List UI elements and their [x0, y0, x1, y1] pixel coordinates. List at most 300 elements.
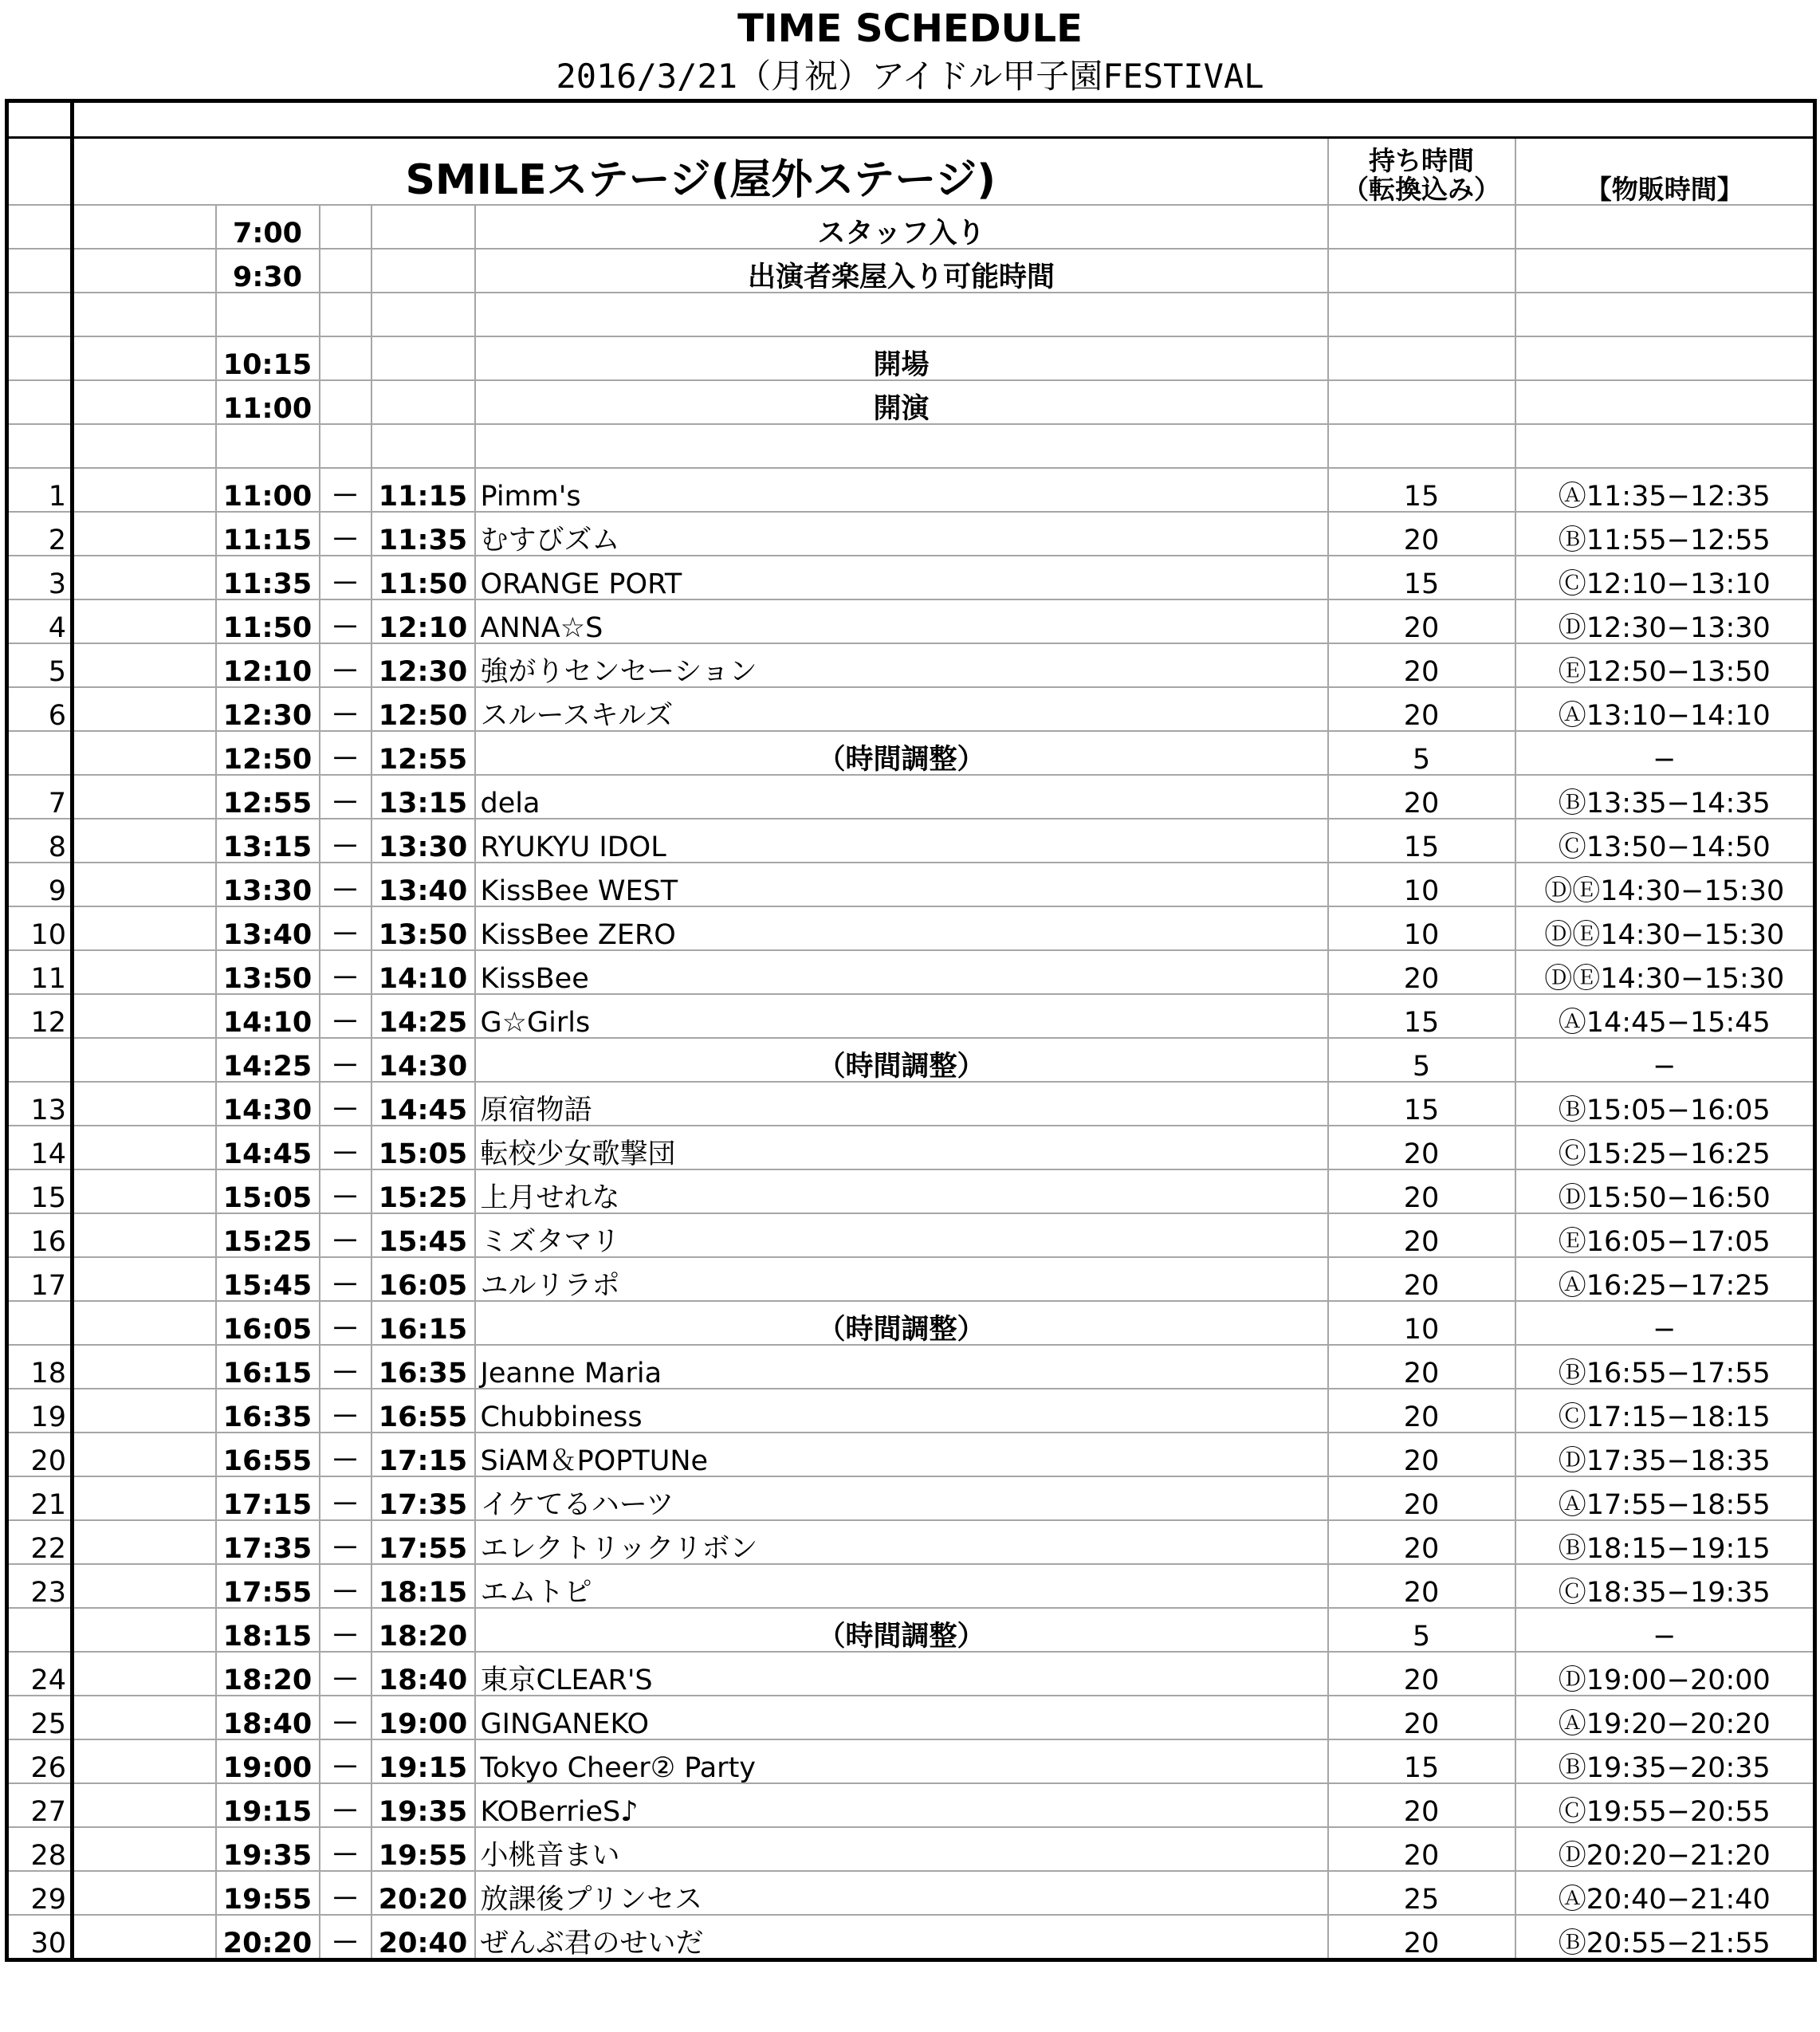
merch-time: Ⓓ19:00−20:00 — [1515, 1652, 1815, 1696]
row-number — [7, 1608, 73, 1652]
performer-name: Tokyo Cheer② Party — [475, 1739, 1328, 1783]
merch-time: Ⓑ13:35−14:35 — [1515, 775, 1815, 819]
performance-row — [7, 1827, 1815, 1871]
merch-time: Ⓓ17:35−18:35 — [1515, 1433, 1815, 1476]
end-time: 16:35 — [371, 1345, 475, 1389]
blank-cell — [1515, 249, 1815, 293]
pre-label: 開演 — [475, 380, 1328, 424]
stage-header-row — [7, 138, 1815, 206]
duration: 20 — [1328, 687, 1515, 731]
duration-header-line1: 持ち時間 — [1369, 145, 1474, 176]
time-adjust-label: （時間調整） — [475, 1301, 1328, 1345]
time-dash: － — [320, 775, 371, 819]
end-time: 14:45 — [371, 1082, 475, 1126]
duration: 20 — [1328, 1564, 1515, 1608]
merch-time: − — [1515, 731, 1815, 775]
performance-row — [7, 1082, 1815, 1126]
blank-cell — [320, 336, 371, 380]
end-time: 18:40 — [371, 1652, 475, 1696]
blank-cell — [73, 1739, 216, 1783]
end-time: 17:15 — [371, 1433, 475, 1476]
blank-cell — [371, 249, 475, 293]
performance-row — [7, 1564, 1815, 1608]
time-adjust-row — [7, 1038, 1815, 1082]
blank-cell — [320, 205, 371, 249]
performance-row — [7, 468, 1815, 512]
time-adjust-row — [7, 1301, 1815, 1345]
blank-cell — [73, 819, 216, 863]
blank-cell — [73, 293, 216, 336]
row-number: 13 — [7, 1082, 73, 1126]
merch-time: Ⓒ12:10−13:10 — [1515, 556, 1815, 599]
merch-header: 【物販時間】 — [1515, 138, 1815, 206]
start-time: 11:15 — [216, 512, 320, 556]
time-adjust-label: （時間調整） — [475, 1608, 1328, 1652]
start-time: 16:05 — [216, 1301, 320, 1345]
performer-name: ORANGE PORT — [475, 556, 1328, 599]
blank-cell — [73, 1301, 216, 1345]
start-time: 12:30 — [216, 687, 320, 731]
performer-name: イケてるハーツ — [475, 1476, 1328, 1520]
schedule-table — [5, 99, 1817, 1962]
performer-name: KissBee WEST — [475, 863, 1328, 906]
performance-row — [7, 1520, 1815, 1564]
pre-schedule-row — [7, 205, 1815, 249]
pre-time: 7:00 — [216, 205, 320, 249]
blank-cell — [73, 1871, 216, 1915]
time-dash: － — [320, 556, 371, 599]
merch-time: Ⓐ17:55−18:55 — [1515, 1476, 1815, 1520]
performance-row — [7, 1739, 1815, 1783]
row-number: 22 — [7, 1520, 73, 1564]
blank-cell — [320, 249, 371, 293]
end-time: 15:45 — [371, 1213, 475, 1257]
merch-time: − — [1515, 1608, 1815, 1652]
blank-cell — [73, 205, 216, 249]
pre-schedule-row — [7, 249, 1815, 293]
performer-name: Chubbiness — [475, 1389, 1328, 1433]
start-time: 18:40 — [216, 1696, 320, 1739]
row-number — [7, 731, 73, 775]
blank-cell — [320, 293, 371, 336]
row-number: 21 — [7, 1476, 73, 1520]
performer-name: ぜんぶ君のせいだ — [475, 1915, 1328, 1960]
time-dash: － — [320, 731, 371, 775]
start-time: 12:55 — [216, 775, 320, 819]
performer-name: エレクトリックリボン — [475, 1520, 1328, 1564]
row-number: 1 — [7, 468, 73, 512]
performance-row — [7, 775, 1815, 819]
pre-schedule-row — [7, 380, 1815, 424]
duration: 20 — [1328, 643, 1515, 687]
performance-row — [7, 556, 1815, 599]
merch-time: ⒹⒺ14:30−15:30 — [1515, 863, 1815, 906]
performance-row — [7, 512, 1815, 556]
duration: 20 — [1328, 1696, 1515, 1739]
pre-label — [475, 424, 1328, 468]
blank-cell — [73, 249, 216, 293]
blank-cell — [73, 1696, 216, 1739]
merch-time: Ⓒ19:55−20:55 — [1515, 1783, 1815, 1827]
performer-name: Jeanne Maria — [475, 1345, 1328, 1389]
row-number: 12 — [7, 994, 73, 1038]
end-time: 11:35 — [371, 512, 475, 556]
blank-cell — [73, 1345, 216, 1389]
end-time: 15:25 — [371, 1169, 475, 1213]
performance-row — [7, 599, 1815, 643]
time-dash: － — [320, 1564, 371, 1608]
end-time: 19:15 — [371, 1739, 475, 1783]
row-number: 9 — [7, 863, 73, 906]
performer-name: SiAM＆POPTUNe — [475, 1433, 1328, 1476]
end-time: 11:50 — [371, 556, 475, 599]
duration: 15 — [1328, 556, 1515, 599]
end-time: 16:15 — [371, 1301, 475, 1345]
start-time: 12:10 — [216, 643, 320, 687]
time-dash: － — [320, 1476, 371, 1520]
blank-cell — [73, 1126, 216, 1169]
blank-cell — [1328, 249, 1515, 293]
end-time: 12:55 — [371, 731, 475, 775]
start-time: 15:25 — [216, 1213, 320, 1257]
row-number: 24 — [7, 1652, 73, 1696]
time-adjust-row — [7, 731, 1815, 775]
duration: 20 — [1328, 1345, 1515, 1389]
row-number: 4 — [7, 599, 73, 643]
performance-row — [7, 1652, 1815, 1696]
duration: 20 — [1328, 1652, 1515, 1696]
start-time: 19:00 — [216, 1739, 320, 1783]
end-time: 12:10 — [371, 599, 475, 643]
start-time: 13:40 — [216, 906, 320, 950]
end-time: 19:35 — [371, 1783, 475, 1827]
pre-time: 11:00 — [216, 380, 320, 424]
time-dash: － — [320, 819, 371, 863]
performance-row — [7, 687, 1815, 731]
performer-name: G☆Girls — [475, 994, 1328, 1038]
row-number: 14 — [7, 1126, 73, 1169]
time-dash: － — [320, 1827, 371, 1871]
start-time: 15:05 — [216, 1169, 320, 1213]
row-number — [7, 424, 73, 468]
blank-cell — [1515, 205, 1815, 249]
row-number: 17 — [7, 1257, 73, 1301]
performer-name: 東京CLEAR'S — [475, 1652, 1328, 1696]
blank-cell — [1328, 293, 1515, 336]
time-dash: － — [320, 1257, 371, 1301]
time-dash: － — [320, 906, 371, 950]
performance-row — [7, 1476, 1815, 1520]
row-number: 16 — [7, 1213, 73, 1257]
event-subtitle: 2016/3/21（月祝）アイドル甲子園FESTIVAL — [556, 57, 1264, 96]
start-time: 19:55 — [216, 1871, 320, 1915]
row-number: 30 — [7, 1915, 73, 1960]
row-number — [7, 249, 73, 293]
row-number — [7, 293, 73, 336]
duration: 10 — [1328, 906, 1515, 950]
blank-cell — [1328, 424, 1515, 468]
duration: 15 — [1328, 468, 1515, 512]
blank-cell — [73, 380, 216, 424]
merch-time: Ⓒ13:50−14:50 — [1515, 819, 1815, 863]
duration: 15 — [1328, 819, 1515, 863]
blank-cell — [1515, 336, 1815, 380]
blank-cell — [73, 1213, 216, 1257]
pre-time — [216, 424, 320, 468]
time-dash: － — [320, 1652, 371, 1696]
end-time: 14:10 — [371, 950, 475, 994]
merch-time: Ⓔ12:50−13:50 — [1515, 643, 1815, 687]
start-time: 19:15 — [216, 1783, 320, 1827]
blank-cell — [1328, 380, 1515, 424]
blank-cell — [73, 1257, 216, 1301]
start-time: 13:30 — [216, 863, 320, 906]
duration: 10 — [1328, 1301, 1515, 1345]
row-number — [7, 1301, 73, 1345]
performer-name: 小桃音まい — [475, 1827, 1328, 1871]
blank-cell — [371, 380, 475, 424]
blank-cell — [73, 1915, 216, 1960]
blank-cell — [73, 1169, 216, 1213]
merch-time: Ⓑ20:55−21:55 — [1515, 1915, 1815, 1960]
time-dash: － — [320, 1038, 371, 1082]
merch-time: Ⓑ11:55−12:55 — [1515, 512, 1815, 556]
time-dash: － — [320, 1082, 371, 1126]
row-number: 5 — [7, 643, 73, 687]
time-dash: － — [320, 950, 371, 994]
time-dash: － — [320, 1389, 371, 1433]
pre-label: 開場 — [475, 336, 1328, 380]
blank-cell — [1328, 336, 1515, 380]
time-dash: － — [320, 1783, 371, 1827]
merch-time: Ⓐ16:25−17:25 — [1515, 1257, 1815, 1301]
end-time: 19:00 — [371, 1696, 475, 1739]
row-number — [7, 380, 73, 424]
duration: 20 — [1328, 1827, 1515, 1871]
pre-schedule-row — [7, 424, 1815, 468]
performer-name: Pimm's — [475, 468, 1328, 512]
performance-row — [7, 1169, 1815, 1213]
performance-row — [7, 1345, 1815, 1389]
blank-cell — [73, 424, 216, 468]
performer-name: KOBerrieS♪ — [475, 1783, 1328, 1827]
time-dash: － — [320, 687, 371, 731]
merch-time: Ⓐ20:40−21:40 — [1515, 1871, 1815, 1915]
duration: 20 — [1328, 1520, 1515, 1564]
merch-time: Ⓔ16:05−17:05 — [1515, 1213, 1815, 1257]
blank-cell — [371, 424, 475, 468]
performer-name: むすびズム — [475, 512, 1328, 556]
start-time: 11:00 — [216, 468, 320, 512]
start-time: 14:10 — [216, 994, 320, 1038]
row-number — [7, 336, 73, 380]
time-adjust-label: （時間調整） — [475, 1038, 1328, 1082]
duration: 15 — [1328, 1739, 1515, 1783]
performance-row — [7, 643, 1815, 687]
end-time: 13:15 — [371, 775, 475, 819]
start-time: 15:45 — [216, 1257, 320, 1301]
duration: 20 — [1328, 1783, 1515, 1827]
schedule-title: TIME SCHEDULE — [737, 6, 1083, 51]
blank-cell — [73, 731, 216, 775]
performance-row — [7, 1389, 1815, 1433]
performer-name: ユルリラポ — [475, 1257, 1328, 1301]
row-number: 23 — [7, 1564, 73, 1608]
performer-name: 放課後プリンセス — [475, 1871, 1328, 1915]
stage-title: SMILEステージ(屋外ステージ) — [73, 138, 1328, 206]
blank-cell — [73, 556, 216, 599]
performer-name: 強がりセンセーション — [475, 643, 1328, 687]
end-time: 15:05 — [371, 1126, 475, 1169]
row-number: 28 — [7, 1827, 73, 1871]
merch-time: Ⓑ18:15−19:15 — [1515, 1520, 1815, 1564]
blank-cell — [73, 468, 216, 512]
time-dash: － — [320, 1520, 371, 1564]
blank-cell — [73, 1608, 216, 1652]
start-time: 16:35 — [216, 1389, 320, 1433]
start-time: 11:50 — [216, 599, 320, 643]
duration-header-line2: （転換込み） — [1342, 174, 1500, 205]
performer-name: dela — [475, 775, 1328, 819]
start-time: 14:30 — [216, 1082, 320, 1126]
merch-time: ⒹⒺ14:30−15:30 — [1515, 950, 1815, 994]
performance-row — [7, 819, 1815, 863]
start-time: 14:45 — [216, 1126, 320, 1169]
duration: 10 — [1328, 863, 1515, 906]
time-dash: － — [320, 1345, 371, 1389]
start-time: 14:25 — [216, 1038, 320, 1082]
pre-schedule-row — [7, 293, 1815, 336]
time-dash: － — [320, 1433, 371, 1476]
blank-cell — [73, 863, 216, 906]
time-dash: － — [320, 863, 371, 906]
duration: 5 — [1328, 1608, 1515, 1652]
blank-cell — [320, 424, 371, 468]
blank-cell — [371, 293, 475, 336]
duration: 20 — [1328, 1433, 1515, 1476]
performance-row — [7, 906, 1815, 950]
performance-row — [7, 863, 1815, 906]
merch-time: Ⓒ18:35−19:35 — [1515, 1564, 1815, 1608]
row-number: 2 — [7, 512, 73, 556]
performer-name: 原宿物語 — [475, 1082, 1328, 1126]
time-dash: － — [320, 1126, 371, 1169]
duration: 5 — [1328, 731, 1515, 775]
blank-cell — [73, 950, 216, 994]
blank-cell — [73, 336, 216, 380]
pre-time — [216, 293, 320, 336]
pre-time: 9:30 — [216, 249, 320, 293]
start-time: 17:55 — [216, 1564, 320, 1608]
end-time: 16:55 — [371, 1389, 475, 1433]
time-dash: － — [320, 1169, 371, 1213]
row-number: 11 — [7, 950, 73, 994]
pre-label: 出演者楽屋入り可能時間 — [475, 249, 1328, 293]
performer-name: 転校少女歌撃団 — [475, 1126, 1328, 1169]
performance-row — [7, 1783, 1815, 1827]
row-number: 27 — [7, 1783, 73, 1827]
performance-row — [7, 1433, 1815, 1476]
blank-cell — [73, 1783, 216, 1827]
time-dash: － — [320, 1608, 371, 1652]
start-time: 16:55 — [216, 1433, 320, 1476]
performance-row — [7, 1213, 1815, 1257]
blank-cell — [73, 687, 216, 731]
end-time: 13:50 — [371, 906, 475, 950]
blank-cell — [320, 380, 371, 424]
end-time: 16:05 — [371, 1257, 475, 1301]
start-time: 11:35 — [216, 556, 320, 599]
time-dash: － — [320, 1213, 371, 1257]
merch-time: Ⓑ19:35−20:35 — [1515, 1739, 1815, 1783]
duration: 20 — [1328, 1126, 1515, 1169]
blank-cell — [371, 205, 475, 249]
time-dash: － — [320, 643, 371, 687]
top-gap-row — [7, 101, 1815, 138]
row-number: 20 — [7, 1433, 73, 1476]
row-number: 10 — [7, 906, 73, 950]
row-number: 19 — [7, 1389, 73, 1433]
end-time: 19:55 — [371, 1827, 475, 1871]
performer-name: KissBee — [475, 950, 1328, 994]
performance-row — [7, 1696, 1815, 1739]
start-time: 12:50 — [216, 731, 320, 775]
performance-row — [7, 1915, 1815, 1960]
blank-cell — [73, 512, 216, 556]
blank-cell — [73, 906, 216, 950]
merch-time: Ⓓ12:30−13:30 — [1515, 599, 1815, 643]
performance-row — [7, 1871, 1815, 1915]
start-time: 17:15 — [216, 1476, 320, 1520]
blank-cell — [73, 994, 216, 1038]
time-adjust-row — [7, 1608, 1815, 1652]
performer-name: エムトピ — [475, 1564, 1328, 1608]
blank-cell — [1328, 205, 1515, 249]
start-time: 19:35 — [216, 1827, 320, 1871]
blank-cell — [73, 1038, 216, 1082]
row-number: 3 — [7, 556, 73, 599]
performer-name: スルースキルズ — [475, 687, 1328, 731]
pre-label: スタッフ入り — [475, 205, 1328, 249]
end-time: 18:20 — [371, 1608, 475, 1652]
pre-schedule-row — [7, 336, 1815, 380]
blank-cell — [1515, 424, 1815, 468]
time-dash: － — [320, 599, 371, 643]
start-time: 13:15 — [216, 819, 320, 863]
merch-time: − — [1515, 1038, 1815, 1082]
performer-name: 上月せれな — [475, 1169, 1328, 1213]
duration: 20 — [1328, 950, 1515, 994]
time-dash: － — [320, 512, 371, 556]
duration: 15 — [1328, 994, 1515, 1038]
time-adjust-label: （時間調整） — [475, 731, 1328, 775]
merch-time: ⒹⒺ14:30−15:30 — [1515, 906, 1815, 950]
duration: 20 — [1328, 1476, 1515, 1520]
blank-cell — [73, 643, 216, 687]
blank-cell — [73, 775, 216, 819]
merch-time: Ⓑ16:55−17:55 — [1515, 1345, 1815, 1389]
blank-cell — [73, 1652, 216, 1696]
duration: 20 — [1328, 512, 1515, 556]
end-time: 13:30 — [371, 819, 475, 863]
blank-cell — [73, 1827, 216, 1871]
time-dash: － — [320, 1871, 371, 1915]
pre-label — [475, 293, 1328, 336]
duration-header — [1328, 138, 1515, 206]
duration: 20 — [1328, 1169, 1515, 1213]
performance-row — [7, 1126, 1815, 1169]
blank-cell — [371, 336, 475, 380]
